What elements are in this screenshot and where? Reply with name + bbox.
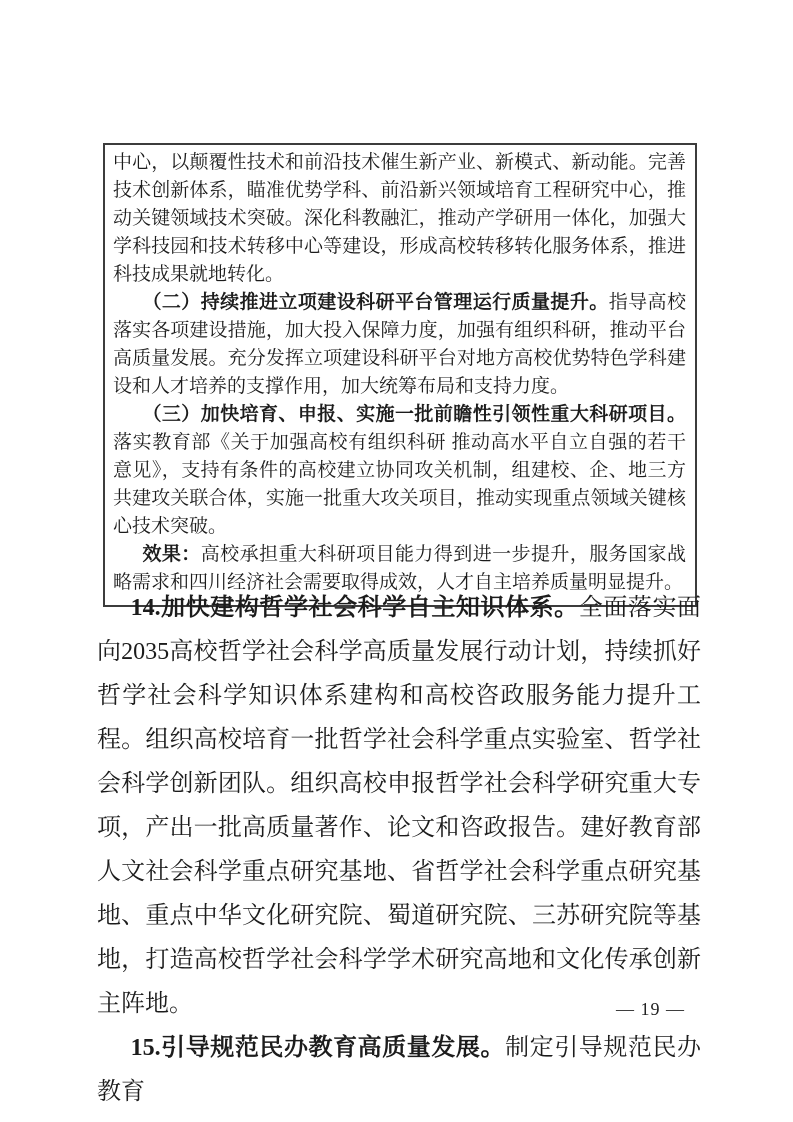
- body-text: [97, 586, 701, 1114]
- page-number: — 19 —: [616, 999, 685, 1019]
- paragraph-text: 指导高校落实各项建设措施，加大投入保障力度，加强有组织科研，推动平台高质量发展。充分发挥立项建设科研平台对地方高校优势特色学科建设和人才培养的支撑作用，加大统筹布局和支持力度。: [113, 292, 686, 397]
- body-paragraph-14: [97, 586, 701, 1026]
- boxed-paragraph-item-3: [113, 401, 686, 541]
- paragraph-text: 高校承担重大科研项目能力得到进一步提升，服务国家战略需求和四川经济社会需要取得成效，人才自主培养质量明显提升。: [113, 544, 686, 593]
- page-footer: [616, 999, 685, 1020]
- paragraph-text: 制定引导规范民办教育: [97, 1035, 702, 1105]
- paragraph-lead: （二）持续推进立项建设科研平台管理运行质量提升。: [142, 292, 609, 313]
- boxed-paragraph-item-2: [113, 289, 686, 401]
- paragraph-lead-14: 14.加快建构哲学社会科学自主知识体系。: [130, 595, 579, 621]
- paragraph-lead-15: 15.引导规范民办教育高质量发展。: [130, 1035, 506, 1061]
- paragraph-text: 全面落实面向2035高校哲学社会科学高质量发展行动计划，持续抓好哲学社会科学知识体系建构和高校咨政服务能力提升工程。组织高校培育一批哲学社会科学重点实验室、哲学社会科学创新团队。组织高校申报哲学社会科学研究重大专项，产出一批高质量著作、论文和咨政报告。建好教育部人文社会科学重点研究基地、省哲学社会科学重点研究基地、重点中华文化研究院、蜀道研究院、三苏研究院等基地，打造高校哲学社会科学学术研究高地和文化传承创新主阵地。: [97, 595, 702, 1017]
- paragraph-lead: （三）加快培育、申报、实施一批前瞻性引领性重大科研项目。: [142, 404, 686, 425]
- paragraph-text: 落实教育部《关于加强高校有组织科研 推动高水平自立自强的若干意见》，支持有条件的高校建立协同攻关机制，组建校、企、地三方共建攻关联合体，实施一批重大攻关项目，推动实现重点领域关键核心技术突破。: [113, 432, 686, 537]
- paragraph-lead-effect: 效果：: [142, 544, 201, 565]
- boxed-paragraph-continuation: 中心，以颠覆性技术和前沿技术催生新产业、新模式、新动能。完善技术创新体系，瞄准优势学科、前沿新兴领域培育工程研究中心，推动关键领域技术突破。深化科教融汇，推动产学研用一体化，加强大学科技园和技术转移中心等建设，形成高校转移转化服务体系，推进科技成果就地转化。: [113, 152, 686, 285]
- boxed-summary-section: [103, 143, 697, 607]
- body-paragraph-15: [97, 1026, 701, 1114]
